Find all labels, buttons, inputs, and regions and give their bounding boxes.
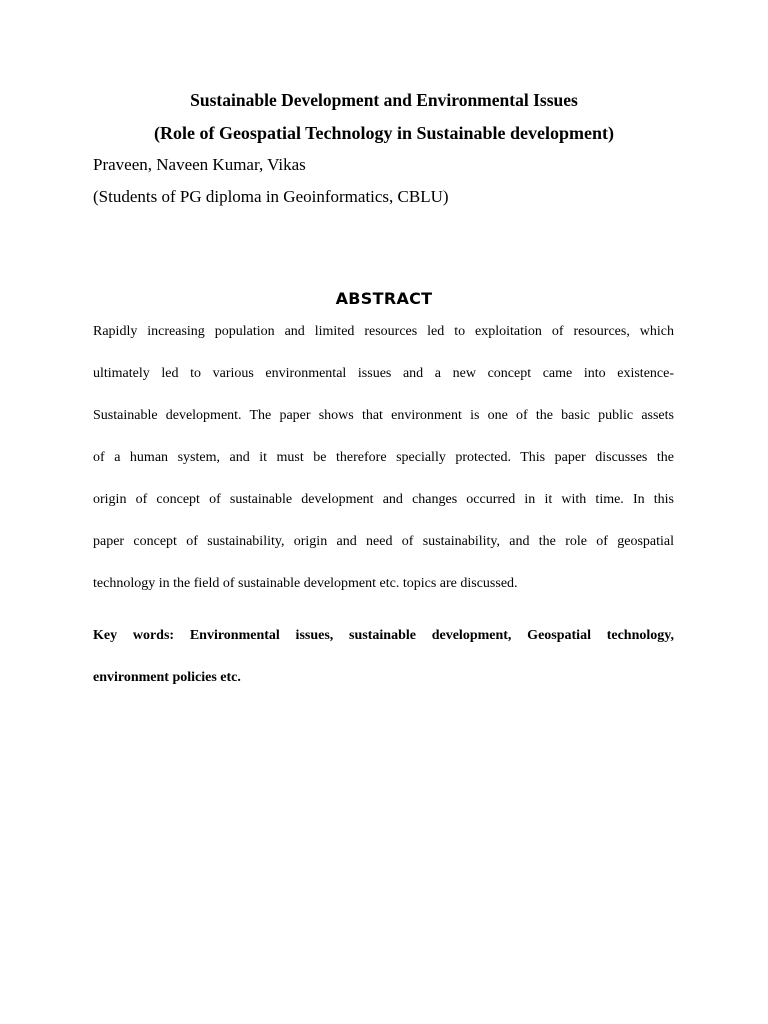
abstract-heading: ABSTRACT [335,289,433,308]
keywords-line: Key words: Environmental issues, sustainable development, Geospatial technology, [93,628,674,643]
author-affiliation: (Students of PG diploma in Geoinformatics, CBLU) [93,187,449,206]
abstract-line: origin of concept of sustainable development and changes occurred in it with time. In this [93,492,674,507]
author-list: Praveen, Naveen Kumar, Vikas [93,155,306,174]
paper-subtitle: (Role of Geospatial Technology in Sustainable development) [153,123,615,143]
abstract-line: paper concept of sustainability, origin and need of sustainability, and the role of geospatial [93,534,674,549]
abstract-line: technology in the field of sustainable development etc. topics are discussed. [93,576,518,591]
abstract-line: Sustainable development. The paper shows that environment is one of the basic public assets [93,408,674,423]
keywords-block [93,625,674,709]
abstract-body [93,321,674,615]
abstract-line: ultimately led to various environmental issues and a new concept came into existence- [93,366,674,381]
abstract-line: Rapidly increasing population and limited resources led to exploitation of resources, which [93,324,674,339]
keywords-line: environment policies etc. [93,670,241,685]
abstract-line: of a human system, and it must be therefore specially protected. This paper discusses the [93,450,674,465]
paper-title: Sustainable Development and Environmental Issues [190,90,578,110]
